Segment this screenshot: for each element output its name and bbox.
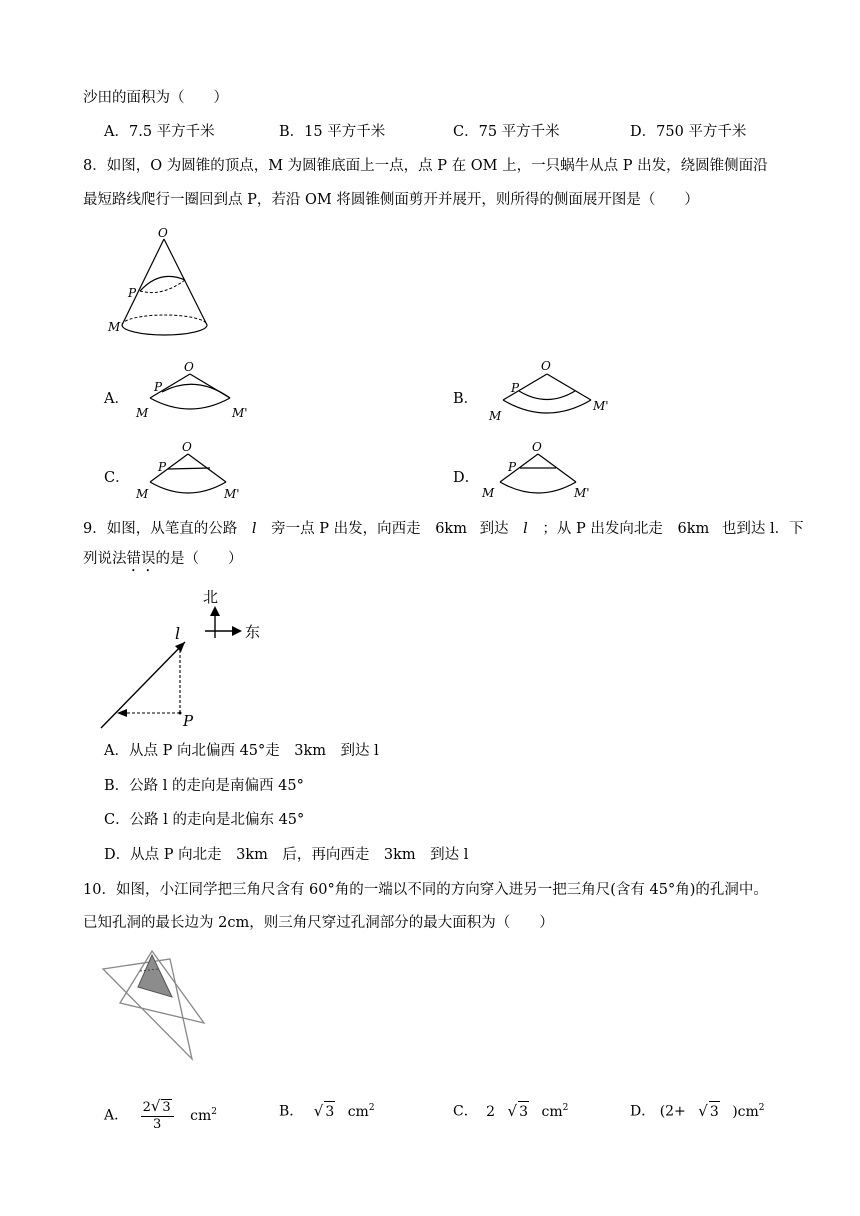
- unit: cm: [347, 1103, 369, 1120]
- q8-option-b-figure[interactable]: [485, 358, 615, 424]
- option-letter: B．: [279, 124, 305, 140]
- distance: 6km: [677, 521, 710, 537]
- q10-option-a[interactable]: [104, 1098, 217, 1133]
- q8-stem-line1: 8．如图，O 为圆锥的顶点，M 为圆锥底面上一点，点 P 在 OM 上，一只蜗牛从点 P 出发，绕圆锥侧面沿: [83, 158, 768, 174]
- option-letter: B．: [104, 778, 130, 794]
- option-text: 从点 P 向北偏西 45°走 3km 到达 l: [128, 743, 379, 759]
- q9-text: 旁一点 P 出发，向西走: [271, 521, 421, 537]
- option-letter: D．: [630, 124, 657, 140]
- option-letter: D．: [630, 1103, 656, 1120]
- option-text: 公路 l 的走向是北偏东 45°: [129, 812, 305, 828]
- option-text: 15 平方千米: [304, 124, 386, 140]
- q7-option-d[interactable]: [630, 122, 746, 142]
- expression-suffix: )cm: [732, 1103, 759, 1120]
- label-m: M: [136, 487, 149, 501]
- q9-text: 也到达 l．下: [721, 521, 804, 537]
- q9-option-a[interactable]: [104, 741, 379, 761]
- distance: 6km: [435, 521, 467, 537]
- option-letter: C．: [104, 812, 130, 828]
- coefficient: 2: [486, 1103, 496, 1120]
- label-o: O: [184, 360, 194, 374]
- q8-option-c[interactable]: C．: [104, 470, 130, 486]
- east-arrow-icon: [232, 626, 242, 636]
- denominator: 3: [153, 1117, 162, 1132]
- q10-stem-line2: 已知孔洞的最长边为 2cm，则三角尺穿过孔洞部分的最大面积为（ ）: [83, 915, 554, 931]
- sqrt-icon: √: [507, 1101, 518, 1120]
- option-letter: D．: [104, 847, 131, 863]
- fraction: [141, 1098, 174, 1133]
- east-label: 东: [245, 623, 261, 641]
- north-arrow-icon: [210, 606, 220, 616]
- label-m-prime: M': [574, 486, 590, 500]
- label-p: P: [154, 380, 163, 394]
- label-p: P: [158, 460, 167, 474]
- sqrt-icon: √: [698, 1101, 708, 1120]
- superscript: 2: [368, 1103, 375, 1113]
- option-letter: C．: [453, 1103, 478, 1120]
- label-o: O: [182, 440, 192, 454]
- superscript: 2: [758, 1103, 765, 1113]
- label-m: M: [489, 409, 502, 423]
- road-symbol: l: [251, 521, 257, 537]
- q8-option-b[interactable]: B．: [453, 391, 479, 407]
- q9-option-c[interactable]: [104, 810, 304, 830]
- unit: cm: [541, 1103, 563, 1120]
- q9-stem-line2: [83, 549, 243, 575]
- label-m-prime: M': [593, 399, 609, 413]
- q9-stem-line1: [83, 519, 804, 539]
- q7-option-b[interactable]: [279, 122, 385, 142]
- label-o: O: [541, 359, 551, 373]
- point-p-label: P: [183, 712, 194, 730]
- q8-option-d[interactable]: D．: [453, 470, 480, 486]
- option-letter: A．: [104, 124, 129, 140]
- triangles-figure: [100, 945, 210, 1065]
- q9-option-d[interactable]: [104, 845, 468, 865]
- q8-option-c-figure[interactable]: [132, 440, 252, 504]
- north-label: 北: [203, 588, 219, 606]
- q8-option-a[interactable]: A．: [104, 391, 129, 407]
- label-m-prime: M': [224, 487, 240, 501]
- radicand: 3: [518, 1101, 529, 1122]
- q10-option-b[interactable]: [279, 1098, 375, 1122]
- q8-stem-line2: 最短路线爬行一圈回到点 P，若沿 OM 将圆锥侧面剪开并展开，则所得的侧面展开图是（ ）: [83, 192, 699, 208]
- radicand: 3: [709, 1101, 720, 1122]
- q7-stem-tail: 沙田的面积为（ ）: [83, 90, 228, 106]
- option-text: 从点 P 向北走 3km 后，再向西走 3km 到达 l: [130, 847, 469, 863]
- q9-text: 列说法: [83, 551, 127, 567]
- cone-figure: [100, 225, 220, 345]
- expression-prefix: (2+: [659, 1103, 686, 1120]
- road-label: l: [175, 624, 181, 643]
- option-letter: A．: [104, 1107, 129, 1124]
- q10-option-c[interactable]: [453, 1098, 568, 1122]
- label-m: M: [482, 486, 495, 500]
- q8-option-a-figure[interactable]: [132, 360, 252, 422]
- label-o: O: [158, 226, 168, 240]
- superscript: 2: [211, 1106, 218, 1117]
- option-text: 公路 l 的走向是南偏西 45°: [129, 778, 304, 794]
- q9-text: 到达: [479, 521, 509, 537]
- label-o: O: [532, 440, 542, 454]
- option-text: 750 平方千米: [656, 124, 747, 140]
- superscript: 2: [562, 1103, 569, 1113]
- label-m: M: [108, 320, 121, 334]
- option-text: 7.5 平方千米: [128, 124, 215, 140]
- radicand: 3: [324, 1101, 335, 1122]
- q9-text: ；从 P 出发向北走: [542, 521, 663, 537]
- unit: cm: [190, 1107, 212, 1124]
- q10-option-d[interactable]: [630, 1098, 765, 1122]
- option-text: 75 平方千米: [478, 124, 560, 140]
- option-letter: C．: [453, 124, 479, 140]
- option-letter: B．: [279, 1103, 304, 1120]
- radicand: 3: [162, 1100, 171, 1115]
- label-p: P: [508, 460, 517, 474]
- q9-text: 9．如图，从笔直的公路: [83, 521, 238, 537]
- emphasis-wrong: 错误: [126, 551, 156, 567]
- road-figure: [95, 582, 275, 732]
- q7-option-a[interactable]: [104, 122, 215, 142]
- q9-option-b[interactable]: [104, 776, 304, 796]
- q9-text: 的是（ ）: [155, 551, 243, 567]
- label-p: P: [128, 286, 137, 300]
- coefficient: 2: [142, 1100, 151, 1115]
- road-symbol: l: [523, 521, 528, 537]
- q10-stem-line1: 10．如图，小江同学把三角尺含有 60°角的一端以不同的方向穿入进另一把三角尺(含有 45°角)的孔洞中。: [83, 882, 768, 898]
- q8-option-d-figure[interactable]: [480, 440, 600, 504]
- option-letter: A．: [104, 743, 129, 759]
- q7-option-c[interactable]: [453, 122, 560, 142]
- label-p: P: [511, 381, 520, 395]
- sqrt-icon: √: [150, 1097, 161, 1115]
- label-m-prime: M': [232, 406, 248, 420]
- sqrt-icon: √: [313, 1101, 324, 1120]
- label-m: M: [136, 406, 149, 420]
